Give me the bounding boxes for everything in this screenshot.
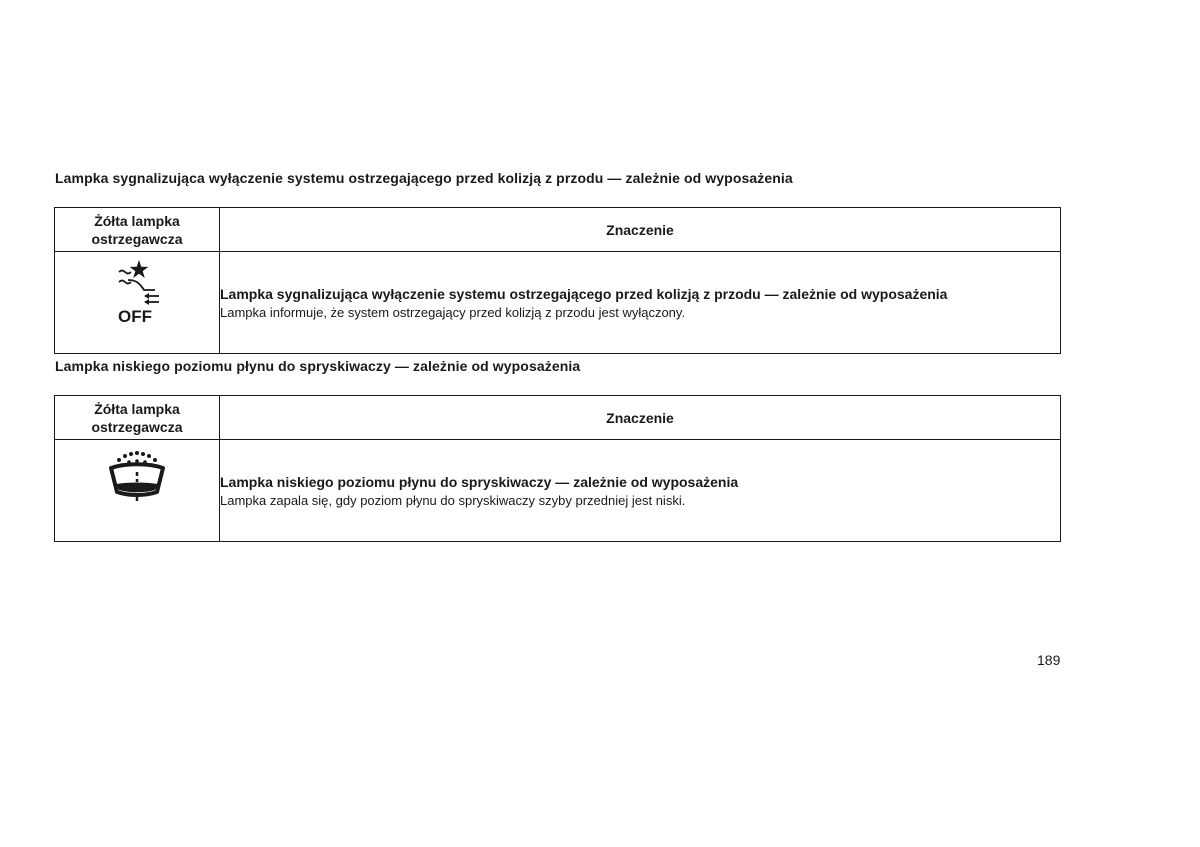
forward-collision-warning-off-icon xyxy=(107,258,167,329)
table-row xyxy=(55,252,1061,354)
meaning-text: Lampka zapala się, gdy poziom płynu do spryskiwaczy szyby przedniej jest niski. xyxy=(220,492,686,508)
icon-cell xyxy=(55,252,220,354)
low-washer-fluid-icon xyxy=(105,446,169,511)
warning-lamp-table-collision-off xyxy=(54,207,1061,354)
warning-lamp-table-washer-fluid xyxy=(54,395,1061,542)
table-row xyxy=(55,440,1061,542)
section-heading-low-washer-fluid: Lampka niskiego poziomu płynu do spryskiwaczy — zależnie od wyposażenia xyxy=(55,358,581,374)
col-header-yellow-lamp xyxy=(55,208,220,252)
off-label: OFF xyxy=(118,307,152,324)
meaning-title: Lampka sygnalizująca wyłączenie systemu ostrzegającego przed kolizją z przodu — zależnie od wyposażenia xyxy=(220,285,948,302)
col-header-yellow-lamp-line1: Żółta lampka xyxy=(94,212,180,229)
col-header-meaning: Znaczenie xyxy=(220,208,1061,252)
col-header-yellow-lamp-line2: ostrzegawcza xyxy=(91,230,183,247)
col-header-yellow-lamp xyxy=(55,396,220,440)
col-header-meaning: Znaczenie xyxy=(220,396,1061,440)
section-heading-collision-warning-off: Lampka sygnalizująca wyłączenie systemu ostrzegającego przed kolizją z przodu — zależnie od wyposażenia xyxy=(55,170,793,186)
col-header-yellow-lamp-line1: Żółta lampka xyxy=(94,400,180,417)
col-header-yellow-lamp-line2: ostrzegawcza xyxy=(91,418,183,435)
table-header-row xyxy=(55,208,1061,252)
icon-cell xyxy=(55,440,220,542)
meaning-cell xyxy=(220,252,1061,354)
page-number: 189 xyxy=(1037,652,1061,668)
table-header-row xyxy=(55,396,1061,440)
meaning-cell xyxy=(220,440,1061,542)
meaning-text: Lampka informuje, że system ostrzegający przed kolizją z przodu jest wyłączony. xyxy=(220,304,686,320)
meaning-title: Lampka niskiego poziomu płynu do spryskiwaczy — zależnie od wyposażenia xyxy=(220,473,739,490)
